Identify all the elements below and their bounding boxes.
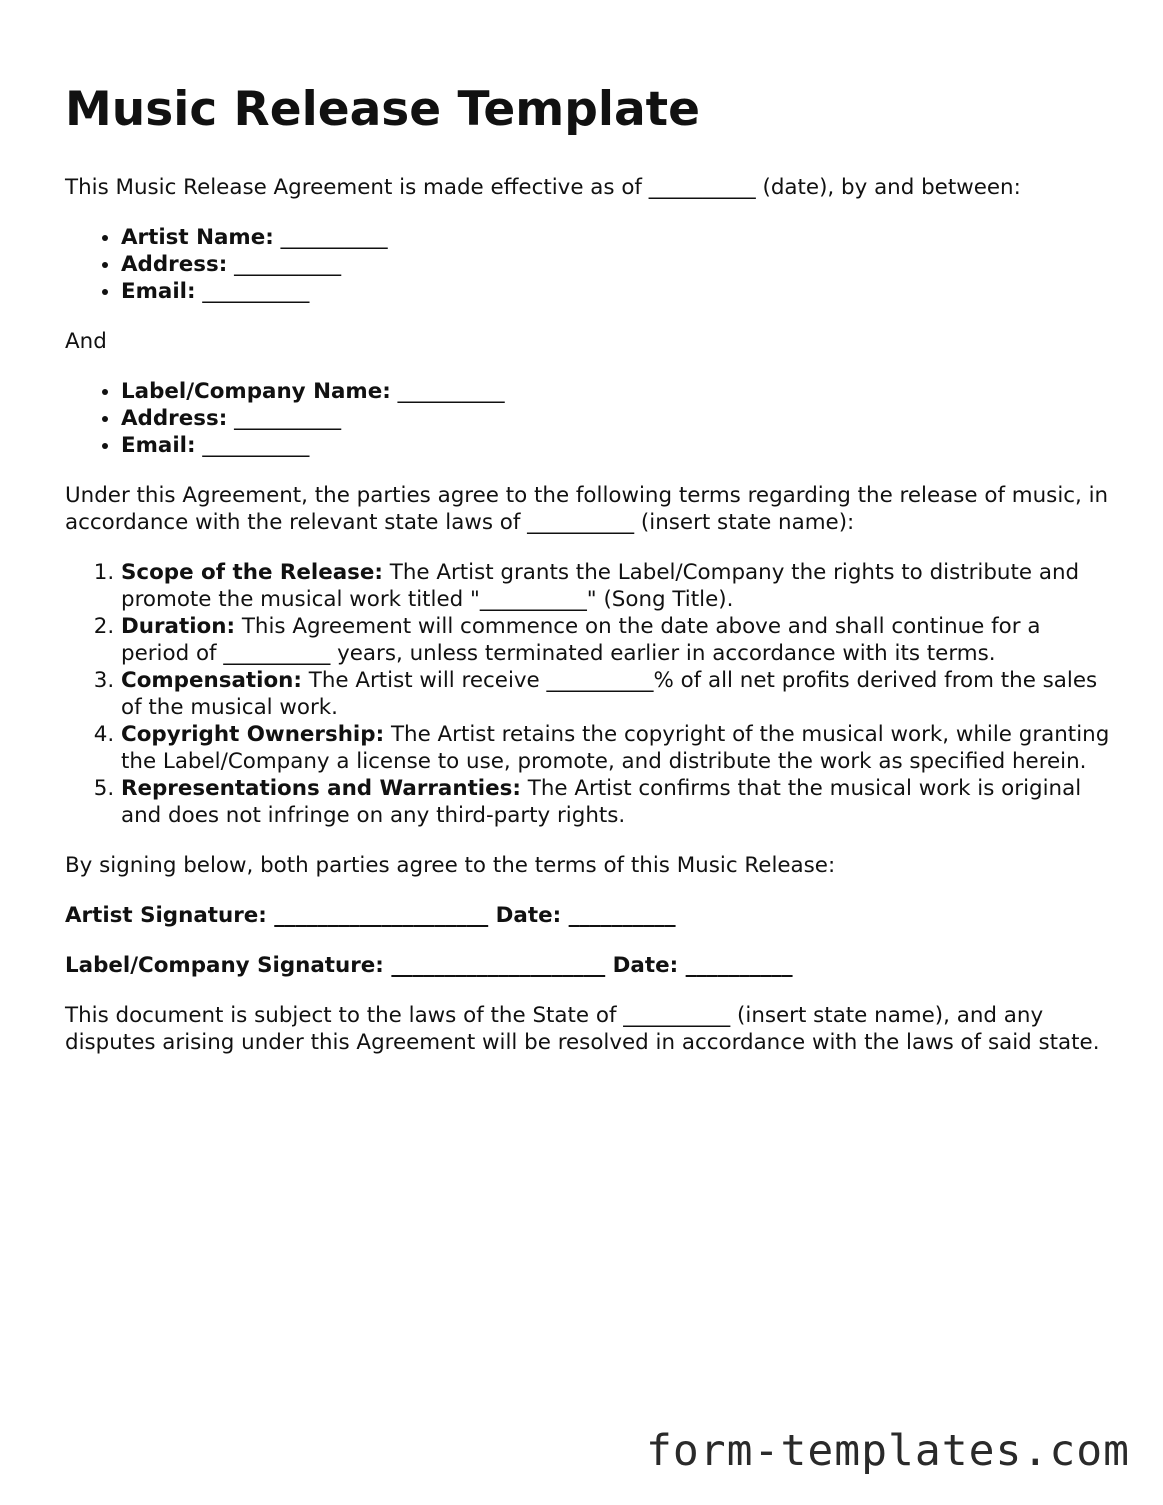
field-label: Address: xyxy=(121,406,228,431)
terms-intro: Under this Agreement, the parties agree to the following terms regarding the release of music, in accordance with the relevant state laws of __________ (insert state name): xyxy=(65,483,1109,535)
term-item xyxy=(121,775,1115,829)
list-item xyxy=(121,378,1115,405)
field-blank: __________ xyxy=(202,433,310,458)
term-item xyxy=(121,721,1115,775)
list-item xyxy=(121,405,1115,432)
term-heading: Copyright Ownership: xyxy=(121,722,385,747)
label-date-blank: __________ xyxy=(685,953,793,978)
list-item xyxy=(121,278,1115,305)
field-blank: __________ xyxy=(234,406,342,431)
field-label: Email: xyxy=(121,279,196,304)
field-label: Artist Name: xyxy=(121,225,274,250)
artist-signature-label: Artist Signature: xyxy=(65,903,267,928)
field-label: Address: xyxy=(121,252,228,277)
field-label: Label/Company Name: xyxy=(121,379,391,404)
term-text: The Artist will receive __________% of all net profits derived from the sales of the musical work. xyxy=(121,668,1098,720)
term-heading: Representations and Warranties: xyxy=(121,776,521,801)
document-title: Music Release Template xyxy=(65,82,701,137)
term-item xyxy=(121,667,1115,721)
and-text: And xyxy=(65,329,107,354)
term-item xyxy=(121,559,1115,613)
artist-date-blank: __________ xyxy=(568,903,676,928)
field-blank: __________ xyxy=(234,252,342,277)
field-blank: __________ xyxy=(280,225,388,250)
artist-signature-line xyxy=(65,902,1115,929)
term-text: The Artist retains the copyright of the musical work, while granting the Label/Company a license to use, promote, and distribute the work as specified herein. xyxy=(121,722,1110,774)
field-blank: __________ xyxy=(202,279,310,304)
list-item xyxy=(121,251,1115,278)
term-text: The Artist grants the Label/Company the rights to distribute and promote the musical work titled "__________" (Song Title). xyxy=(121,560,1080,612)
artist-signature-blank: ____________________ xyxy=(274,903,489,928)
label-signature-line xyxy=(65,952,1115,979)
term-item xyxy=(121,613,1115,667)
term-heading: Scope of the Release: xyxy=(121,560,383,585)
term-text: The Artist confirms that the musical work is original and does not infringe on any third-party rights. xyxy=(121,776,1082,828)
list-item xyxy=(121,224,1115,251)
document-page xyxy=(65,82,1115,1079)
label-date-label: Date: xyxy=(612,953,679,978)
site-watermark: form-templates.com xyxy=(646,1426,1130,1476)
artist-party-list xyxy=(65,224,1115,305)
term-heading: Compensation: xyxy=(121,668,302,693)
field-label: Email: xyxy=(121,433,196,458)
governing-law-paragraph: This document is subject to the laws of the State of __________ (insert state name), and any disputes arising under this Agreement will be resolved in accordance with the laws of said state. xyxy=(65,1003,1100,1055)
field-blank: __________ xyxy=(397,379,505,404)
label-signature-label: Label/Company Signature: xyxy=(65,953,384,978)
label-signature-blank: ____________________ xyxy=(391,953,606,978)
artist-date-label: Date: xyxy=(495,903,562,928)
signing-intro: By signing below, both parties agree to the terms of this Music Release: xyxy=(65,853,836,878)
label-party-list xyxy=(65,378,1115,459)
term-text: This Agreement will commence on the date above and shall continue for a period of __________ years, unless terminated earlier in accordance with its terms. xyxy=(121,614,1041,666)
terms-list xyxy=(65,559,1115,829)
intro-paragraph: This Music Release Agreement is made effective as of __________ (date), by and between: xyxy=(65,175,1021,200)
term-heading: Duration: xyxy=(121,614,236,639)
list-item xyxy=(121,432,1115,459)
